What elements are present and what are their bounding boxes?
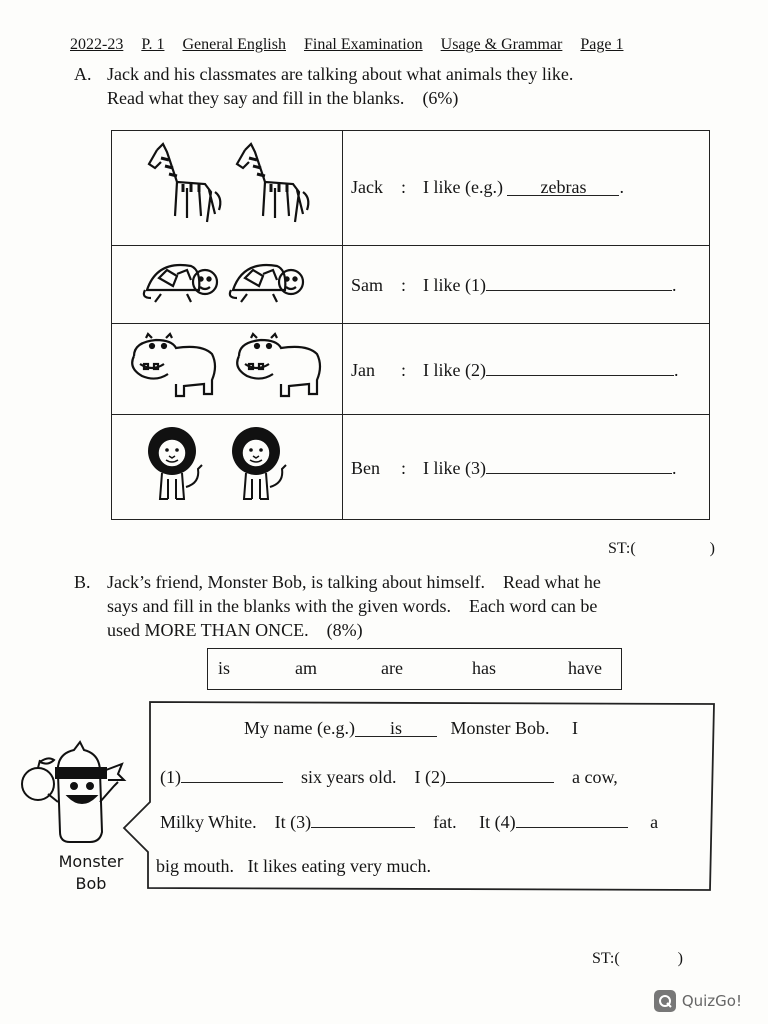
passage-text: six years old. — [301, 767, 397, 787]
answer-blank[interactable] — [486, 272, 672, 291]
animal-picture-cell — [112, 131, 343, 246]
answer-blank[interactable] — [486, 455, 672, 474]
answer-blank-1[interactable] — [181, 764, 283, 783]
passage-line-1 — [244, 718, 578, 739]
score-label: ST:( — [592, 950, 620, 967]
answer-blank-3[interactable] — [311, 809, 415, 828]
speaker-name: Ben — [351, 457, 380, 478]
colon: : — [401, 275, 407, 296]
exam-header — [70, 36, 623, 54]
monster-name-line: Bob — [75, 874, 107, 893]
colon: : — [401, 177, 407, 198]
section-b-marks: (8%) — [326, 620, 363, 640]
quizgo-text: QuizGo! — [681, 992, 742, 1010]
quizgo-logo-icon — [654, 990, 676, 1012]
header-exam: Final Examination — [303, 36, 423, 53]
score-close: ) — [709, 540, 715, 557]
sentence-text: I like (3) — [423, 457, 486, 478]
section-b-instruction-1: Jack’s friend, Monster Bob, is talking about himself. Read what he — [107, 572, 601, 592]
instruction-text: used MORE THAN ONCE. — [107, 620, 309, 640]
monster-bob-icon — [16, 740, 136, 852]
table-row — [112, 245, 710, 324]
table-row — [112, 131, 710, 246]
section-a-score — [608, 540, 715, 558]
sentence-cell — [343, 414, 710, 519]
score-close: ) — [677, 950, 683, 967]
speaker-name: Jack — [351, 177, 383, 198]
sentence-end: . — [671, 457, 677, 478]
passage-text: Monster Bob. — [450, 718, 550, 738]
sentence-cell — [343, 245, 710, 324]
animal-picture-cell — [112, 245, 343, 324]
sentence-end: . — [619, 177, 624, 198]
word-bank-item: has — [472, 658, 496, 678]
passage-text: fat. — [433, 812, 457, 832]
word-bank-item: have — [568, 658, 602, 678]
zebra-icon — [137, 140, 317, 230]
hippo-icon — [122, 332, 332, 402]
passage-line-3 — [160, 809, 658, 833]
sentence-text: I like (2) — [423, 360, 486, 381]
section-b-score — [592, 950, 683, 968]
speaker-name: Sam — [351, 275, 384, 296]
passage-text: It (3) — [274, 812, 312, 832]
turtle-icon — [137, 252, 317, 312]
passage-text: I — [571, 718, 578, 738]
header-subject: General English — [182, 36, 286, 53]
passage-text: a — [650, 812, 659, 832]
score-label: ST:( — [608, 540, 636, 557]
sentence-text: I like (e.g.) — [423, 177, 503, 198]
example-answer-blank[interactable]: is — [355, 718, 437, 737]
section-a-label: A. — [74, 64, 92, 84]
passage-text: My name (e.g.) — [244, 718, 355, 738]
instruction-text: Read what they say and fill in the blanks. — [107, 88, 405, 108]
word-bank-item: am — [295, 658, 317, 678]
passage-text: (1) — [160, 767, 181, 787]
colon: : — [401, 360, 407, 381]
section-a-instruction-2 — [107, 86, 458, 110]
answer-blank-4[interactable] — [516, 809, 628, 828]
word-bank — [207, 648, 622, 690]
colon: : — [401, 457, 407, 478]
word-bank-item: is — [218, 658, 231, 678]
passage-text: Milky White. — [160, 812, 257, 832]
table-row — [112, 414, 710, 519]
monster-name-line: Monster — [58, 852, 124, 871]
table-row — [112, 324, 710, 415]
answer-blank-2[interactable] — [446, 764, 554, 783]
header-page: Page 1 — [580, 36, 624, 53]
monster-name — [46, 851, 136, 895]
section-a-marks: (6%) — [422, 88, 459, 108]
animals-table — [111, 130, 710, 520]
header-year: 2022-23 — [70, 36, 124, 53]
sentence-end: . — [673, 360, 679, 381]
sentence-cell — [343, 324, 710, 415]
passage-line-4: big mouth. It likes eating very much. — [156, 856, 431, 876]
header-paper: Usage & Grammar — [440, 36, 563, 53]
sentence-end: . — [671, 275, 677, 296]
speech-bubble — [120, 700, 716, 894]
section-b-label: B. — [74, 572, 91, 592]
section-a-instruction-1: Jack and his classmates are talking about what animals they like. — [107, 64, 574, 84]
answer-blank[interactable]: zebras — [507, 177, 619, 196]
speaker-name: Jan — [351, 360, 375, 381]
section-b-instruction-3 — [107, 618, 363, 642]
passage-text: It (4) — [479, 812, 516, 832]
word-bank-item: are — [381, 658, 403, 678]
sentence-cell — [343, 131, 710, 246]
section-b-instruction-2: says and fill in the blanks with the given words. Each word can be — [107, 596, 598, 616]
passage-line-2 — [160, 764, 618, 788]
header-grade: P. 1 — [141, 36, 165, 53]
lion-icon — [142, 423, 312, 505]
answer-blank[interactable] — [486, 357, 674, 376]
animal-picture-cell — [112, 414, 343, 519]
passage-text: I (2) — [414, 767, 446, 787]
animal-picture-cell — [112, 324, 343, 415]
sentence-text: I like (1) — [423, 275, 486, 296]
passage-text: a cow, — [571, 767, 618, 787]
quizgo-watermark — [654, 990, 742, 1012]
